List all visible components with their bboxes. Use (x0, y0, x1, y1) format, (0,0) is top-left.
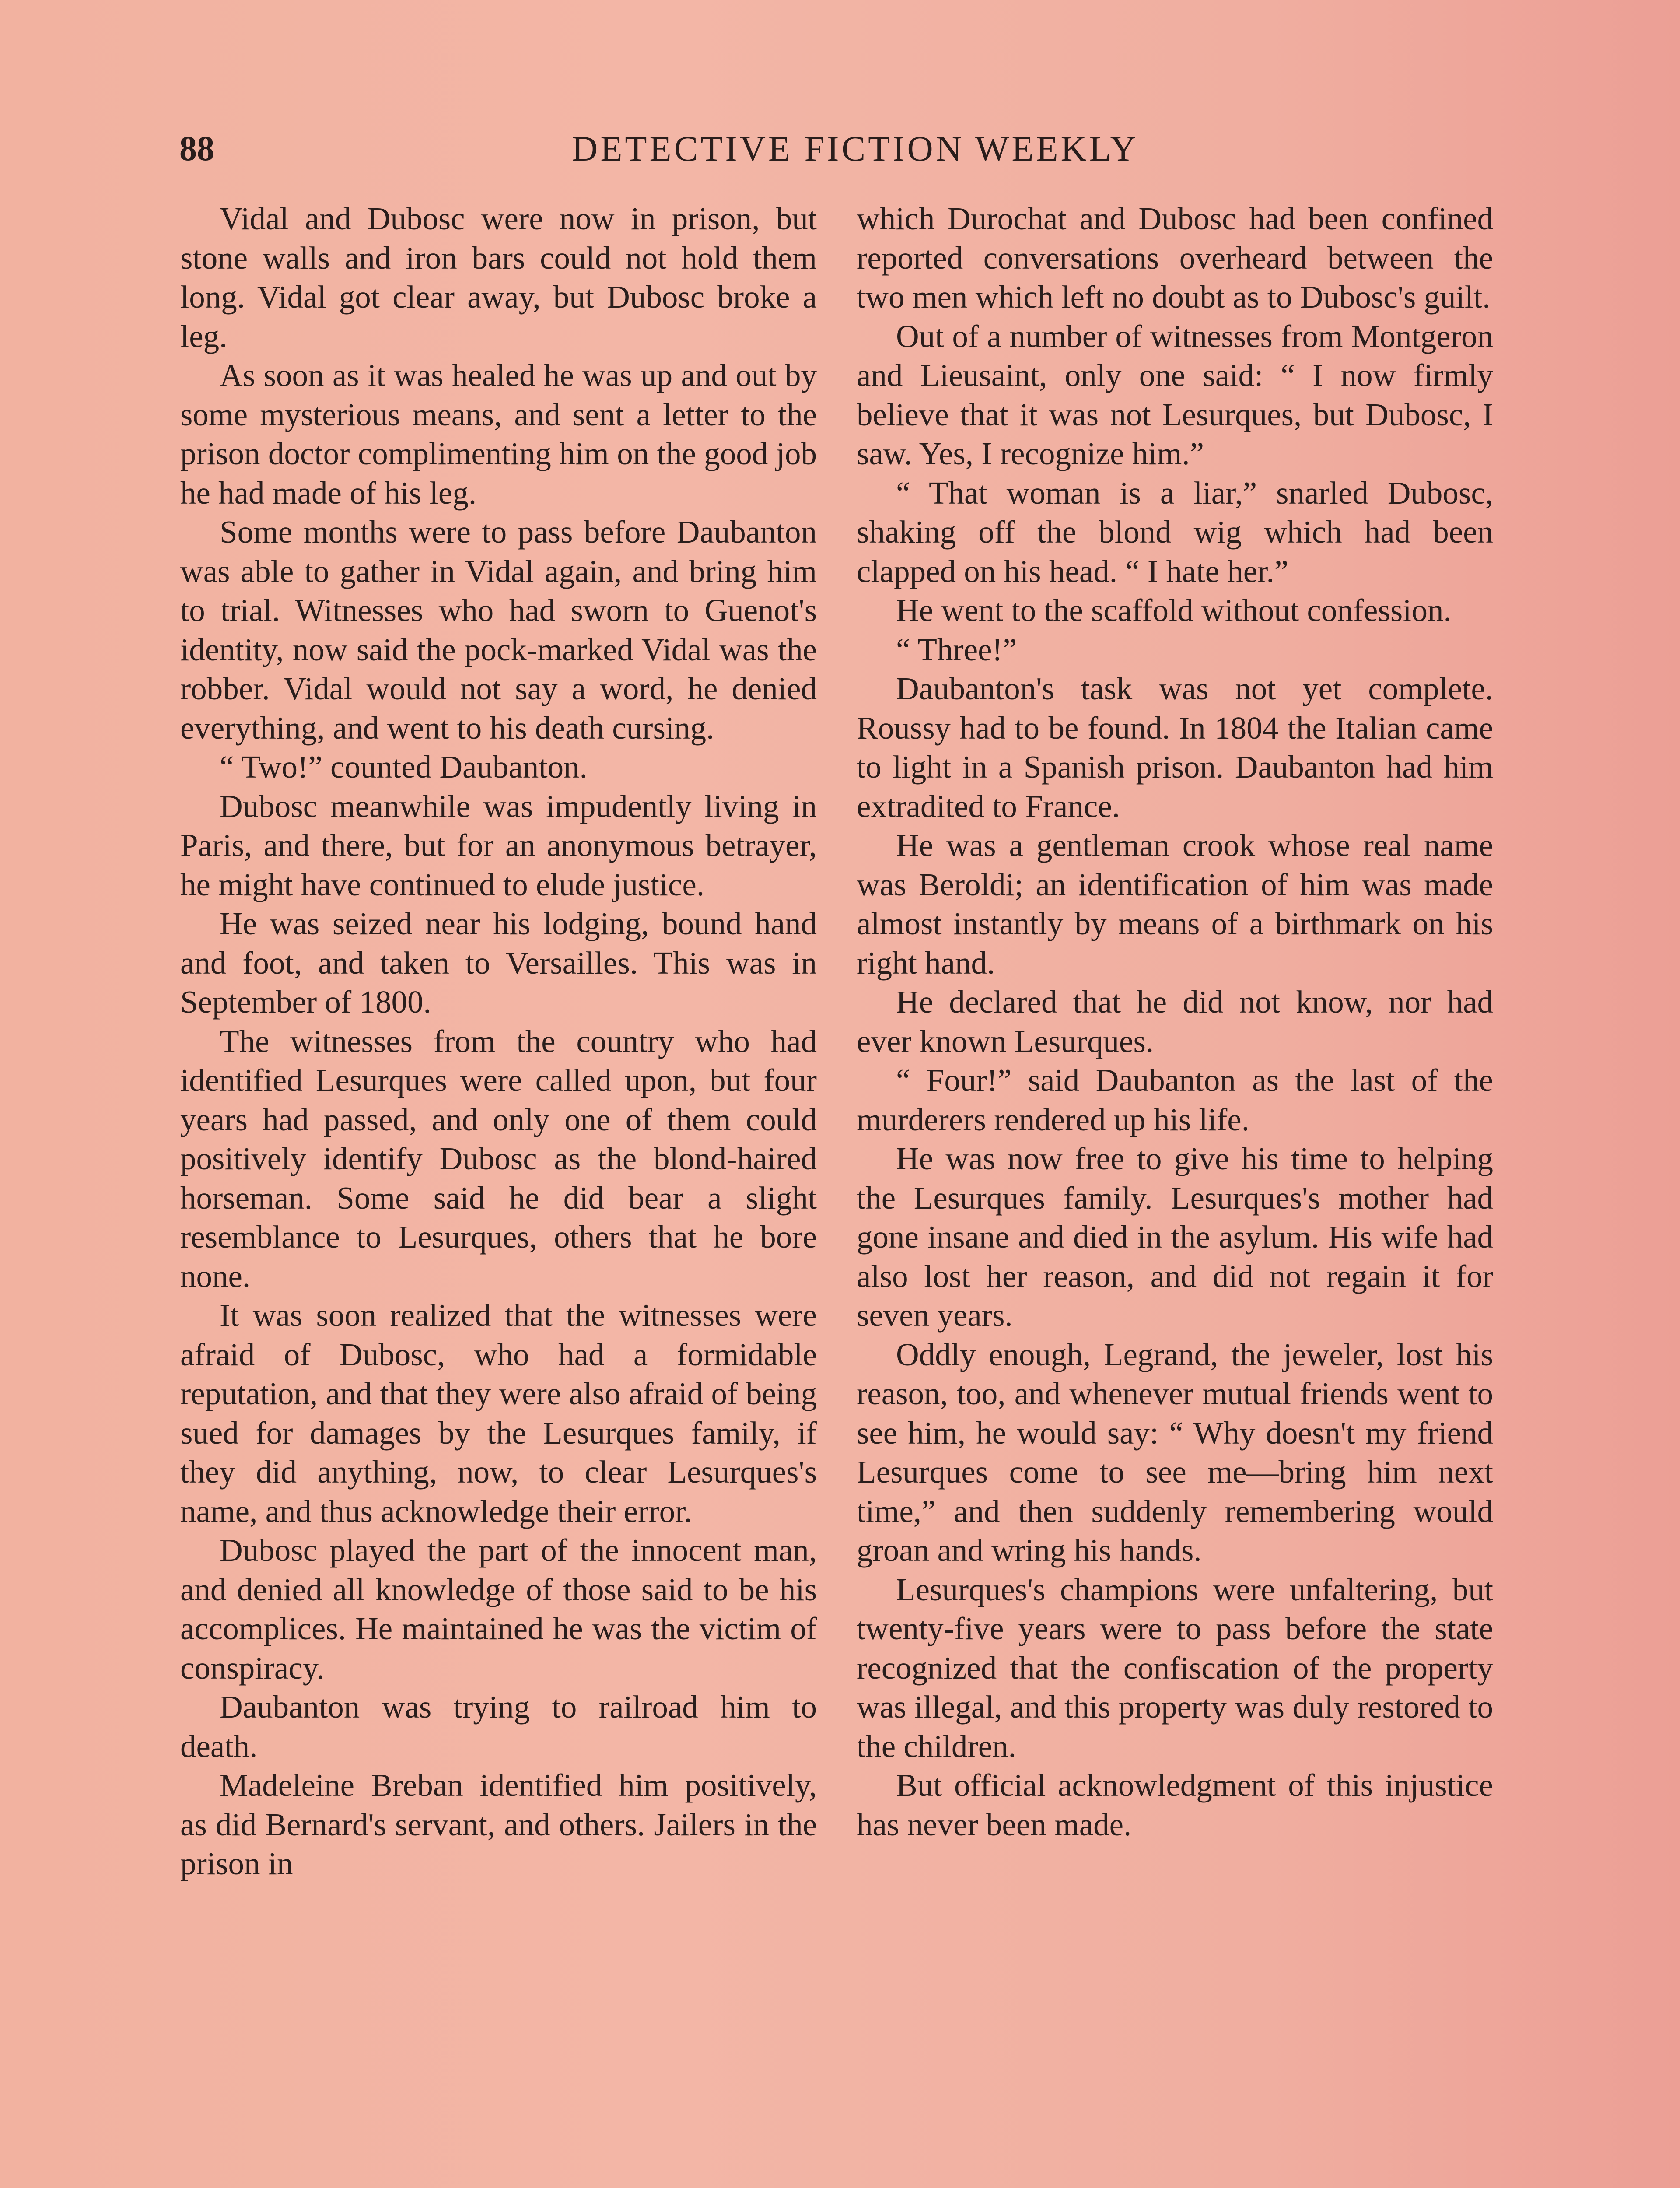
page-number: 88 (179, 130, 214, 168)
paragraph: He was a gentleman crook whose real name was Beroldi; an identification of him was made almost instantly by means of a birthmark on his right hand. (857, 828, 1493, 981)
paragraph-continuation: which Durochat and Dubosc had been confined reported conversations overheard between the two men which left no doubt as to Dubosc's guilt. (857, 201, 1493, 315)
paragraph: As soon as it was healed he was up and out by some mysterious means, and sent a letter to the prison doctor complimenting him on the good job he had made of his leg. (180, 358, 817, 511)
paragraph: The witnesses from the country who had identified Lesurques were called upon, but four years had passed, and only one of them could positively identify Dubosc as the blond-haired horseman. Some said he did bear a slight resemblance to Lesurques, others that he bore none. (180, 1023, 817, 1294)
paragraph: Vidal and Dubosc were now in prison, but stone walls and iron bars could not hold them long. Vidal got clear away, but Dubosc broke a leg. (180, 201, 817, 354)
paragraph: Daubanton was trying to railroad him to death. (180, 1689, 817, 1764)
paragraph: Oddly enough, Legrand, the jeweler, lost his reason, too, and whenever mutual friends went to see him, he would say: “ Why doesn't my friend Lesurques come to see me—bring him next time,” and then suddenly remembering would groan and wring his hands. (857, 1336, 1493, 1568)
page-header (179, 125, 1531, 173)
paragraph: He went to the scaffold without confession. (896, 593, 1452, 628)
paragraph: “ Two!” counted Daubanton. (220, 749, 588, 785)
paragraph: Lesurques's champions were unfaltering, but twenty-five years were to pass before the state recognized that the confiscation of the property was illegal, and this property was duly restored to the children. (857, 1571, 1493, 1764)
paragraph: “ Four!” said Daubanton as the last of the murderers rendered up his life. (857, 1062, 1493, 1137)
paragraph: “ That woman is a liar,” snarled Dubosc, shaking off the blond wig which had been clapped on his head. “ I hate her.” (857, 475, 1493, 589)
right-column (857, 199, 1493, 1844)
paragraph: It was soon realized that the witnesses were afraid of Dubosc, who had a formidable reputation, and that they were also afraid of being sued for damages by the Lesurques family, if they did anything, now, to clear Lesurques's name, and thus acknowledge their error. (180, 1297, 817, 1529)
paragraph: He declared that he did not know, nor had ever known Lesurques. (857, 984, 1493, 1059)
left-column (180, 199, 817, 1883)
paragraph: “ Three!” (896, 631, 1017, 667)
paragraph: Dubosc meanwhile was impudently living in Paris, and there, but for an anonymous betrayer, he might have continued to elude justice. (180, 788, 817, 902)
paragraph: Out of a number of witnesses from Montgeron and Lieusaint, only one said: “ I now firmly believe that it was not Lesurques, but Dubosc, I saw. Yes, I recognize him.” (857, 318, 1493, 471)
paragraph: He was now free to give his time to helping the Lesurques family. Lesurques's mother had gone insane and died in the asylum. His wife had also lost her reason, and did not regain it for seven years. (857, 1141, 1493, 1333)
paragraph: He was seized near his lodging, bound hand and foot, and taken to Versailles. This was in September of 1800. (180, 906, 817, 1020)
paragraph: Daubanton's task was not yet complete. Roussy had to be found. In 1804 the Italian came to light in a Spanish prison. Daubanton had him extradited to France. (857, 671, 1493, 824)
paragraph: Madeleine Breban identified him positively, as did Bernard's servant, and others. Jailers in the prison in (180, 1767, 817, 1881)
paragraph: Some months were to pass before Daubanton was able to gather in Vidal again, and bring him to trial. Witnesses who had sworn to Guenot's identity, now said the pock-marked Vidal was the robber. Vidal would not say a word, he denied everything, and went to his death cursing. (180, 514, 817, 746)
paragraph: But official acknowledgment of this injustice has never been made. (857, 1767, 1493, 1842)
running-title: DETECTIVE FICTION WEEKLY (572, 129, 1139, 168)
paragraph: Dubosc played the part of the innocent man, and denied all knowledge of those said to be his accomplices. He maintained he was the victim of conspiracy. (180, 1532, 817, 1686)
